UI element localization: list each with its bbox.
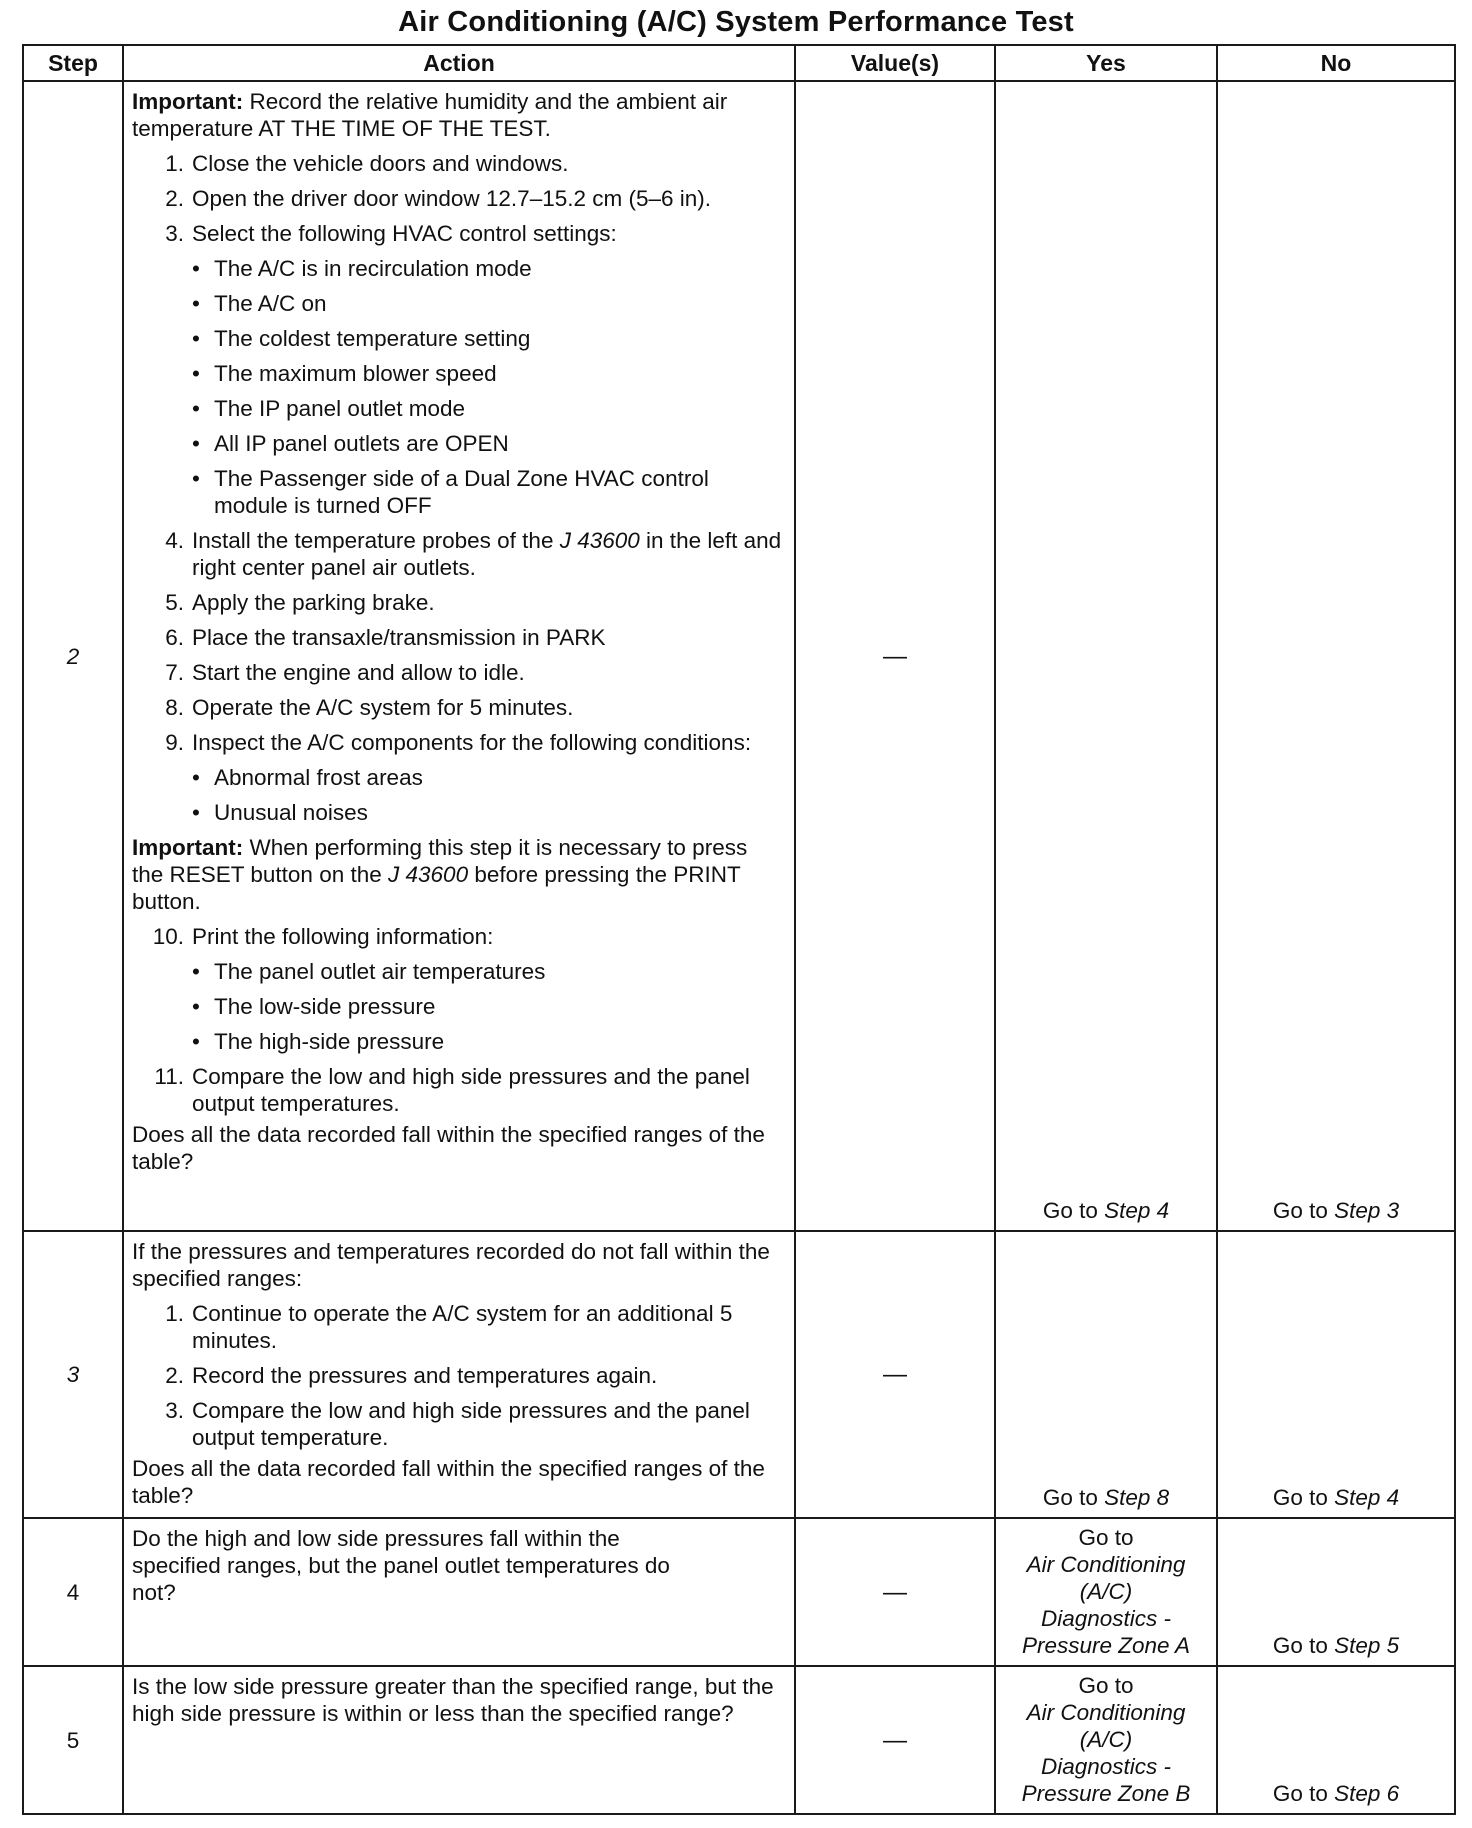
value-cell: — [795,1666,995,1814]
value-cell: — [795,81,995,1231]
yes-cell: Go to Step 8 [995,1231,1217,1518]
no-cell: Go to Step 6 [1217,1666,1455,1814]
bullet-item: • The low-side pressure [192,994,436,1019]
question-text: Does all the data recorded fall within the specified ranges of the table? [132,1456,765,1508]
list-item: 2. Open the driver door window 12.7–15.2 cm (5–6 in). [165,186,712,211]
intro-text: If the pressures and temperatures recorded do not fall within the specified ranges: [132,1239,770,1291]
header-step: Step [23,45,123,81]
list-item: 3. Compare the low and high side pressures and the panel output temperature. [165,1398,750,1450]
list-item: 6. Place the transaxle/transmission in PARK [165,625,606,650]
header-no: No [1217,45,1455,81]
table-row [23,81,1455,1231]
value-cell: — [795,1518,995,1666]
header-values: Value(s) [795,45,995,81]
bullet-item: • The panel outlet air temperatures [192,959,546,984]
header-row [23,45,1455,81]
no-cell: Go to Step 5 [1217,1518,1455,1666]
yes-cell: Go to Air Conditioning (A/C) Diagnostics - Pressure Zone B [995,1666,1217,1814]
bullet-item: • The high-side pressure [192,1029,445,1054]
question-text: Is the low side pressure greater than the specified range, but the high side pressure is within or less than the specified range? [132,1674,774,1726]
list-item: 5. Apply the parking brake. [165,590,435,615]
document-title: Air Conditioning (A/C) System Performance Test [398,6,1074,38]
action-cell [123,1518,795,1666]
question-text: Does all the data recorded fall within the specified ranges of the table? [132,1122,765,1174]
list-item: 2. Record the pressures and temperatures again. [165,1363,658,1388]
list-item: 1. Close the vehicle doors and windows. [165,151,569,176]
table-row [23,1666,1455,1814]
list-item: 1. Continue to operate the A/C system for an additional 5 minutes. [165,1301,733,1353]
action-cell [123,1231,795,1518]
bullet-item: • The A/C is in recirculation mode [192,256,532,281]
table-row [23,1518,1455,1666]
list-item: 9. Inspect the A/C components for the following conditions: [165,730,752,755]
bullet-item: • Unusual noises [192,800,368,825]
list-item: 3. Select the following HVAC control settings: [165,221,617,246]
bullet-item: • The IP panel outlet mode [192,396,466,421]
list-item: 10. Print the following information: [152,924,494,949]
bullet-item: • The coldest temperature setting [192,326,531,351]
step-number: 2 [23,81,123,1231]
yes-cell: Go to Air Conditioning (A/C) Diagnostics - Pressure Zone A [995,1518,1217,1666]
header-action: Action [123,45,795,81]
table-row [23,1231,1455,1518]
list-item: 4. Install the temperature probes of the J 43600 in the left and right center panel air outlets. [165,528,782,580]
yes-cell: Go to Step 4 [995,81,1217,1231]
question-text: Do the high and low side pressures fall within the specified ranges, but the panel outlet temperatures do not? [132,1526,670,1605]
list-item: 7. Start the engine and allow to idle. [165,660,525,685]
important-note: Important: Record the relative humidity and the ambient air temperature AT THE TIME OF THE TEST. [132,89,728,141]
step-number: 5 [23,1666,123,1814]
list-item: 8. Operate the A/C system for 5 minutes. [165,695,574,720]
bullet-item: • Abnormal frost areas [192,765,423,790]
bullet-item: • The maximum blower speed [192,361,497,386]
bullet-item: • The A/C on [192,291,327,316]
bullet-item: • All IP panel outlets are OPEN [192,431,509,456]
list-item: 11. Compare the low and high side pressures and the panel output temperatures. [154,1064,750,1116]
procedure-table [22,44,1456,1815]
step-number: 4 [23,1518,123,1666]
header-yes: Yes [995,45,1217,81]
important-note: Important: When performing this step it is necessary to press the RESET button on the J 43600 before pressing the PRINT button. [132,835,748,914]
no-cell: Go to Step 3 [1217,81,1455,1231]
no-cell: Go to Step 4 [1217,1231,1455,1518]
action-cell [123,81,795,1231]
bullet-item: • The Passenger side of a Dual Zone HVAC control module is turned OFF [192,466,709,518]
action-cell [123,1666,795,1814]
step-number: 3 [23,1231,123,1518]
value-cell: — [795,1231,995,1518]
